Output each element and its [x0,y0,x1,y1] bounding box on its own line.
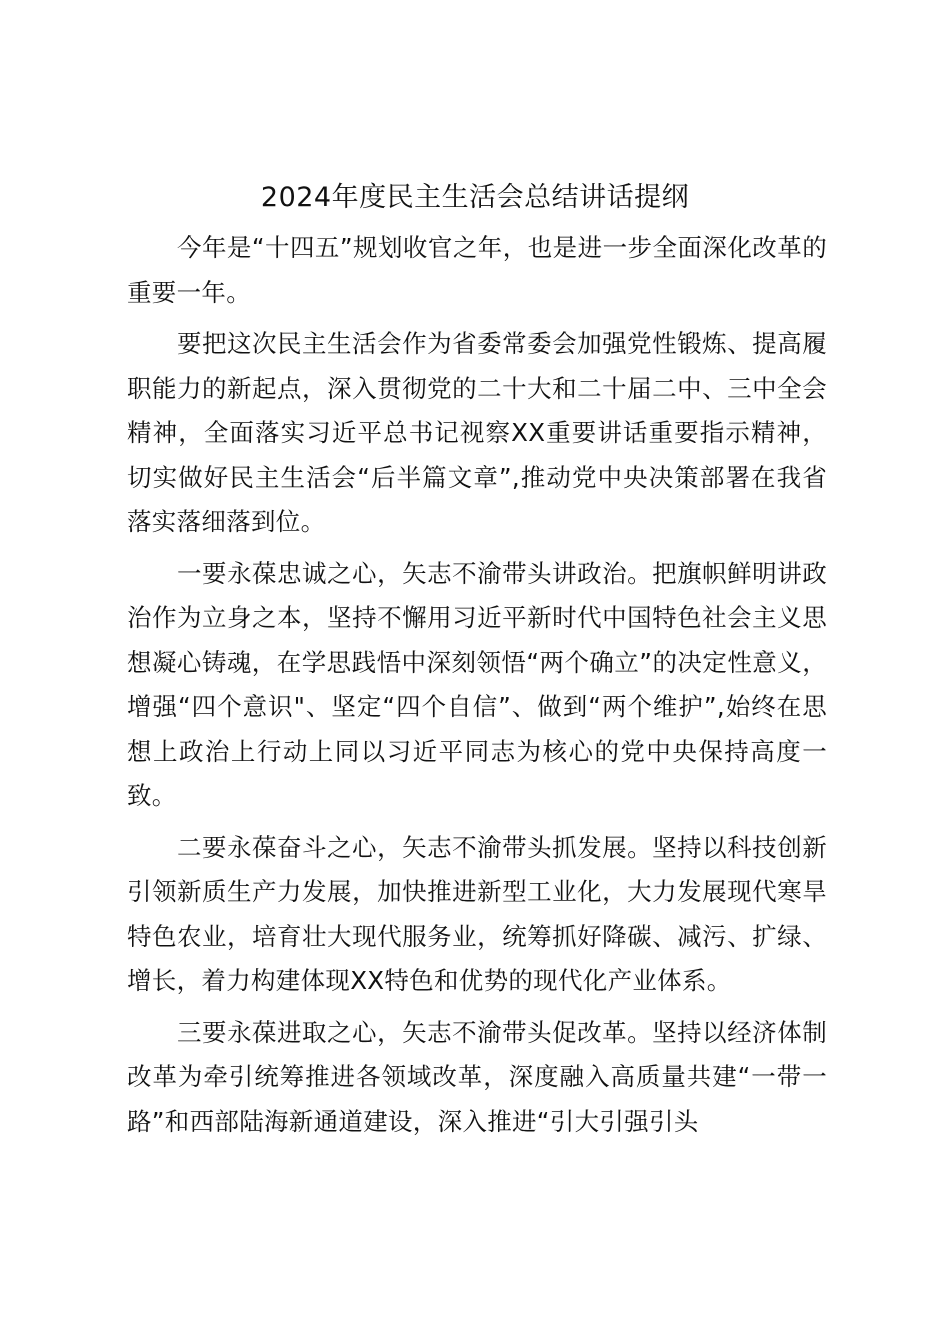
paragraph-new-starting-point: 要把这次民主生活会作为省委常委会加强党性锻炼、提高履职能力的新起点，深入贯彻党的二十大和二十届二中、三中全会精神，全面落实习近平总书记视察XX重要讲话重要指示精神，切实做好民主生活会“后半篇文章”,推动党中央决策部署在我省落实落细落到位。 [127,329,827,536]
paragraph-intro: 今年是“十四五”规划收官之年，也是进一步全面深化改革的重要一年。 [127,233,827,307]
document-title: 2024年度民主生活会总结讲话提纲 [260,182,690,213]
paragraph-reform: 三要永葆进取之心，矢志不渝带头促改革。坚持以经济体制改革为牵引统筹推进各领域改革，深度融入高质量共建“一带一路”和西部陆海新通道建设，深入推进“引大引强引头 [127,1017,827,1136]
paragraph-loyalty: 一要永葆忠诚之心，矢志不渝带头讲政治。把旗帜鲜明讲政治作为立身之本，坚持不懈用习近平新时代中国特色社会主义思想凝心铸魂，在学思践悟中深刻领悟“两个确立”的决定性意义，增强“四个意识"、坚定“四个自信”、做到“两个维护”,始终在思想上政治上行动上同以习近平同志为核心的党中央保持高度一致。 [127,558,827,810]
document-body [127,226,827,1151]
paragraph-development: 二要永葆奋斗之心，矢志不渝带头抓发展。坚持以科技创新引领新质生产力发展，加快推进新型工业化，大力发展现代寒旱特色农业，培育壮大现代服务业，统筹抓好降碳、减污、扩绿、增长，着力构建体现XX特色和优势的现代化产业体系。 [127,832,827,995]
